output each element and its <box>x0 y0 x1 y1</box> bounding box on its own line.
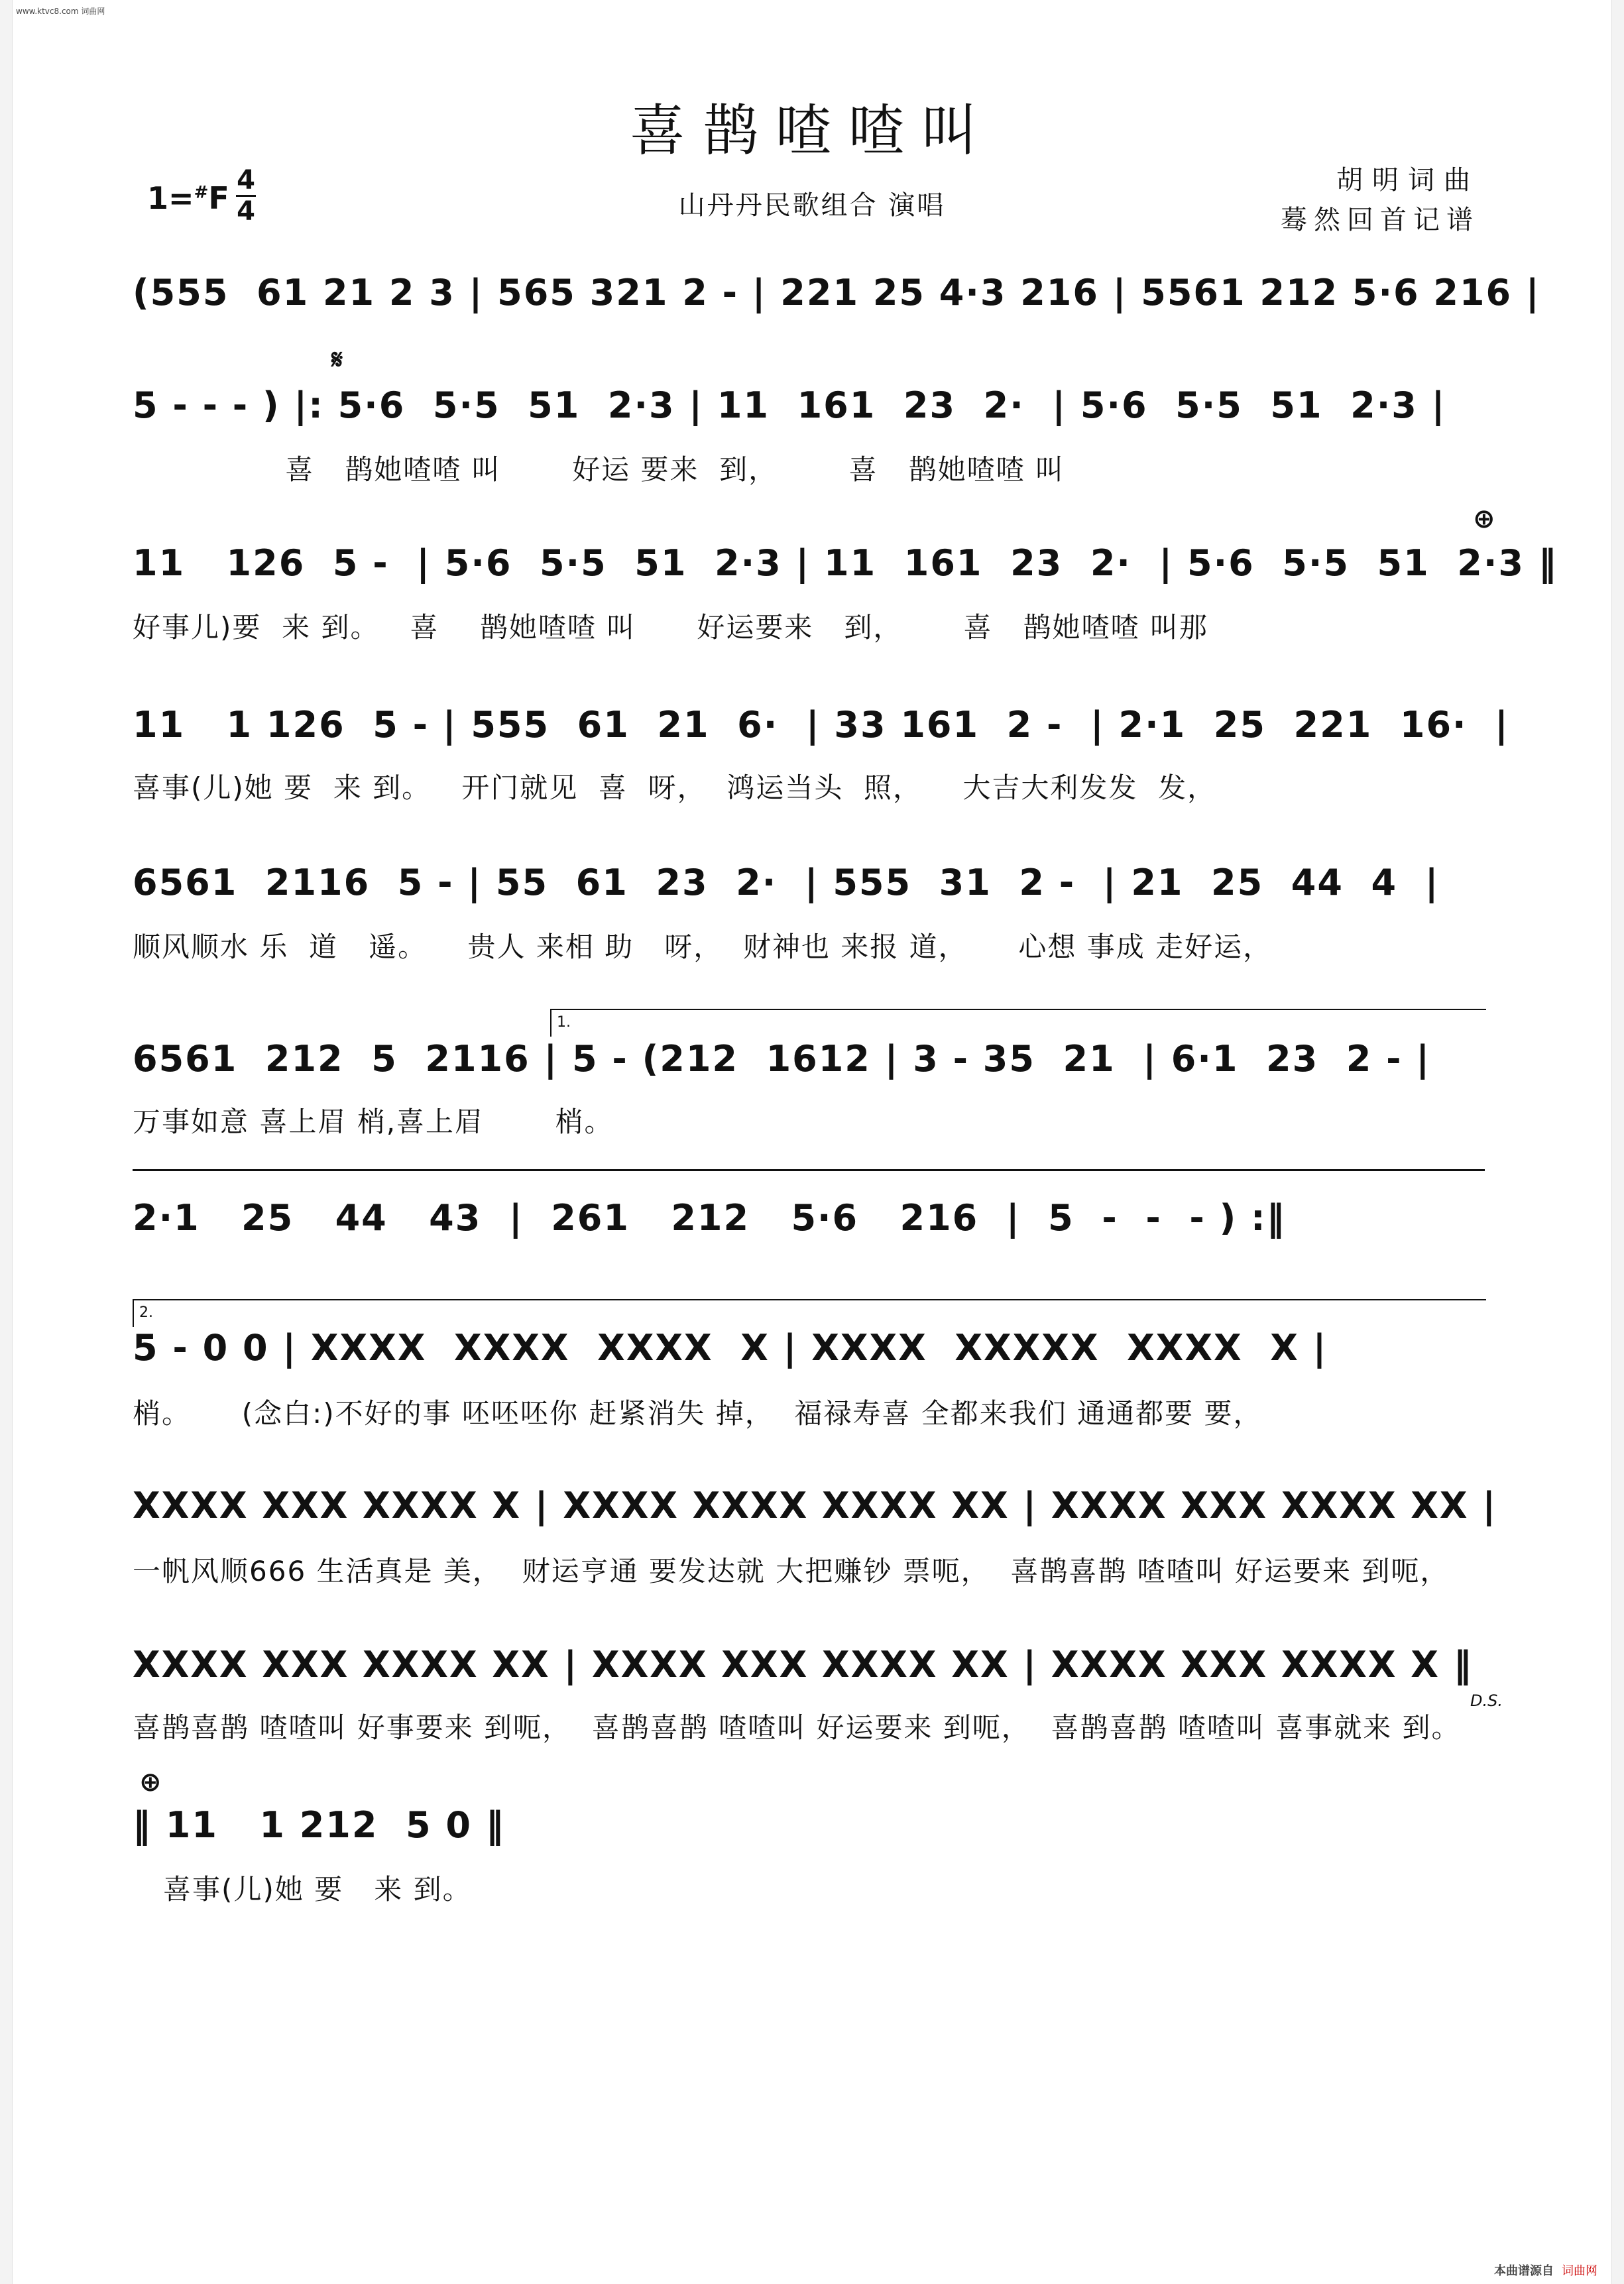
score-line-1-notes: (555 61 21 2 3 | 565 321 2 - | 221 25 4·3 216 | 5561 212 5·6 216 | <box>133 272 1540 314</box>
site-url[interactable]: www.ktvc8.com 词曲网 <box>16 7 105 16</box>
score-line-2-lyrics: 喜 鹊她喳喳 叫 好运 要来 到， 喜 鹊她喳喳 叫 <box>133 453 1065 486</box>
coda-sign-2: ⊕ <box>139 1767 162 1798</box>
score-line-4-notes: 11 1 126 5 - | 555 61 21 6· | 33 161 2 - | 2·1 25 221 16· | <box>133 704 1509 746</box>
score-line-8-lyrics: 梢。 (念白:)不好的事 呸呸呸你 赶紧消失 掉， 福禄寿喜 全都来我们 通通都要 要， <box>133 1397 1263 1430</box>
score-line-5-notes: 6561 2116 5 - | 55 61 23 2· | 555 31 2 - | 21 25 44 4 | <box>133 862 1440 903</box>
volta-2-bracket <box>133 1299 1486 1327</box>
lyrics-music-credit: 胡明词曲 <box>1336 165 1479 196</box>
segno-sign: 𝄋 <box>331 345 343 375</box>
score-line-9-lyrics: 一帆风顺666 生活真是 美， 财运亨通 要发达就 大把赚钞 票呃， 喜鹊喜鹊 喳喳叫 好运要来 到呃， <box>133 1555 1450 1587</box>
volta-1-label: 1. <box>557 1014 571 1031</box>
score-line-8-notes: 5 - 0 0 | XXXX XXXX XXXX X | XXXX XXXXX XXXX X | <box>133 1327 1328 1369</box>
time-signature: 4 4 <box>237 165 255 227</box>
score-line-6-notes: 6561 212 5 2116 | 5 - (212 1612 | 3 - 35 21 | 6·1 23 2 - | <box>133 1038 1431 1080</box>
coda-line-lyrics: 喜事(儿)她 要 来 到。 <box>133 1873 472 1906</box>
score-line-7-notes: 2·1 25 44 43 | 261 212 5·6 216 | 5 - - - ) :‖ <box>133 1197 1286 1239</box>
score-line-2-notes: 5 - - - ) |: 5·6 5·5 51 2·3 | 11 161 23 2· | 5·6 5·5 51 2·3 | <box>133 384 1446 426</box>
volta-2-label: 2. <box>139 1304 153 1321</box>
performer: 山丹丹民歌组合 演唱 <box>678 190 946 221</box>
volta-1-bracket <box>550 1009 1486 1037</box>
score-line-5-lyrics: 顺风顺水 乐 道 遥。 贵人 来相 助 呀， 财神也 来报 道， 心想 事成 走好运， <box>133 931 1273 963</box>
score-line-10-notes: XXXX XXX XXXX XX | XXXX XXX XXXX XX | XXXX XXX XXXX X ‖ <box>133 1644 1473 1685</box>
key-signature: 1=#F <box>147 180 229 216</box>
score-line-9-notes: XXXX XXX XXXX X | XXXX XXXX XXXX XX | XXXX XXX XXXX XX | <box>133 1485 1497 1526</box>
notation-credit: 蓦然回首记谱 <box>1281 205 1479 235</box>
score-line-4-lyrics: 喜事(儿)她 要 来 到。 开门就见 喜 呀， 鸿运当头 照， 大吉大利发发 发， <box>133 771 1217 804</box>
score-line-3-notes: 11 126 5 - | 5·6 5·5 51 2·3 | 11 161 23 2· | 5·6 5·5 51 2·3 ‖ <box>133 542 1558 584</box>
right-watermark-strip <box>1611 0 1624 2284</box>
ds-mark: D.S. <box>1470 1691 1503 1710</box>
song-title: 喜鹊喳喳叫 <box>629 98 994 163</box>
left-watermark-strip <box>0 0 13 2284</box>
coda-line-notes: ‖ 11 1 212 5 0 ‖ <box>133 1804 505 1846</box>
coda-sign: ⊕ <box>1473 504 1495 534</box>
volta-1-bottom-line <box>133 1169 1485 1171</box>
score-line-10-lyrics: 喜鹊喜鹊 喳喳叫 好事要来 到呃， 喜鹊喜鹊 喳喳叫 好运要来 到呃， 喜鹊喜鹊 喳喳叫 喜事就来 到。 <box>133 1711 1461 1744</box>
footer-source[interactable]: 本曲谱源自 词曲网 <box>1494 2264 1597 2278</box>
score-line-6-lyrics: 万事如意 喜上眉 梢,喜上眉 梢。 <box>133 1106 614 1138</box>
score-line-3-lyrics: 好事儿)要 来 到。 喜 鹊她喳喳 叫 好运要来 到， 喜 鹊她喳喳 叫那 <box>133 611 1208 644</box>
